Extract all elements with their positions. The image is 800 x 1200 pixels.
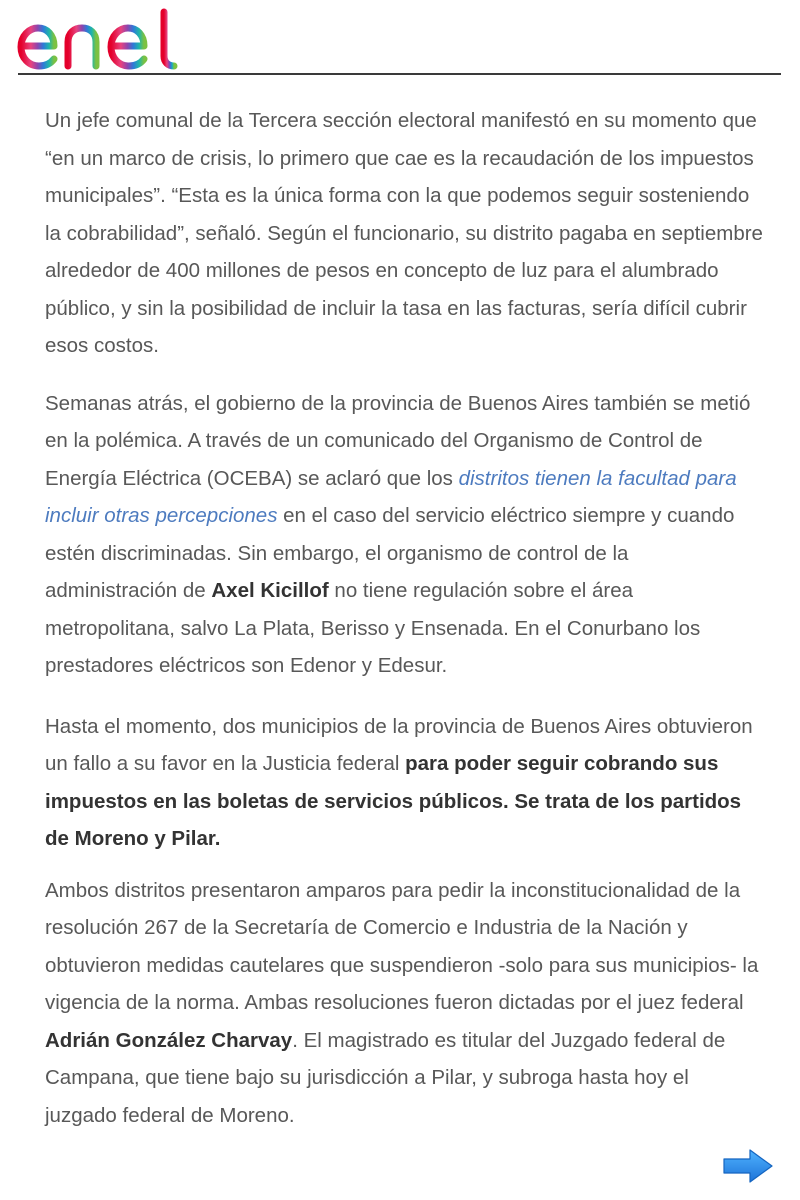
paragraph-1 <box>45 102 765 365</box>
paragraph-3 <box>45 708 765 858</box>
arrow-right-icon[interactable] <box>722 1148 774 1184</box>
paragraph-2-text-1: Semanas atrás, el gobierno de la provincia de Buenos Aires también se metió en la polémica. A través de un comunicado del Organismo de Control de Energía Eléctrica (OCEBA) se aclaró que los <box>45 391 751 490</box>
paragraph-4-text-1: Ambos distritos presentaron amparos para pedir la inconstitucionalidad de la resolución 267 de la Secretaría de Comercio e Industria de la Nación y obtuvieron medidas cautelares que suspendieron -solo para sus municipios- la vigencia de la norma. Ambas resoluciones fueron dictadas por el juez federal <box>45 878 759 1014</box>
paragraph-4 <box>45 872 765 1135</box>
oceba-link[interactable]: distritos tienen la facultad para incluir otras percepciones <box>45 466 737 527</box>
page-header <box>0 0 800 76</box>
paragraph-2-text-3: no tiene regulación sobre el área metropolitana, salvo La Plata, Berisso y Ensenada. En el Conurbano los prestadores eléctricos son Edenor y Edesur. <box>45 579 701 677</box>
paragraph-4-text-2: . El magistrado es titular del Juzgado federal de Campana, que tiene bajo su jurisdicción a Pilar, y subroga hasta hoy el juzgado federal de Moreno. <box>45 1028 726 1127</box>
paragraph-2-text-2: en el caso del servicio eléctrico siempre y cuando estén discriminadas. Sin embargo, el organismo de control de la administración de <box>45 504 735 602</box>
article-body <box>45 102 765 1134</box>
header-divider <box>18 73 781 75</box>
paragraph-3-bold: para poder seguir cobrando sus impuestos en las boletas de servicios públicos. Se trata de los partidos de Moreno y Pilar. <box>45 752 742 850</box>
paragraph-2-bold: Axel Kicillof <box>211 579 329 602</box>
paragraph-2 <box>45 385 765 685</box>
paragraph-1-text: Un jefe comunal de la Tercera sección electoral manifestó en su momento que “en un marco de crisis, lo primero que cae es la recaudación de los impuestos municipales”. “Esta es la única forma con la que podemos seguir sosteniendo la cobrabilidad”, señaló. Según el funcionario, su distrito pagaba en septiembre alrededor de 400 millones de pesos en concepto de luz para el alumbrado público, y sin la posibilidad de incluir la tasa en las facturas, sería difícil cubrir esos costos. <box>45 109 763 357</box>
paragraph-3-text-1: Hasta el momento, dos municipios de la provincia de Buenos Aires obtuvieron un fallo a su favor en la Justicia federal <box>45 714 753 775</box>
enel-logo[interactable] <box>16 6 182 70</box>
paragraph-4-bold: Adrián González Charvay <box>45 1028 293 1052</box>
